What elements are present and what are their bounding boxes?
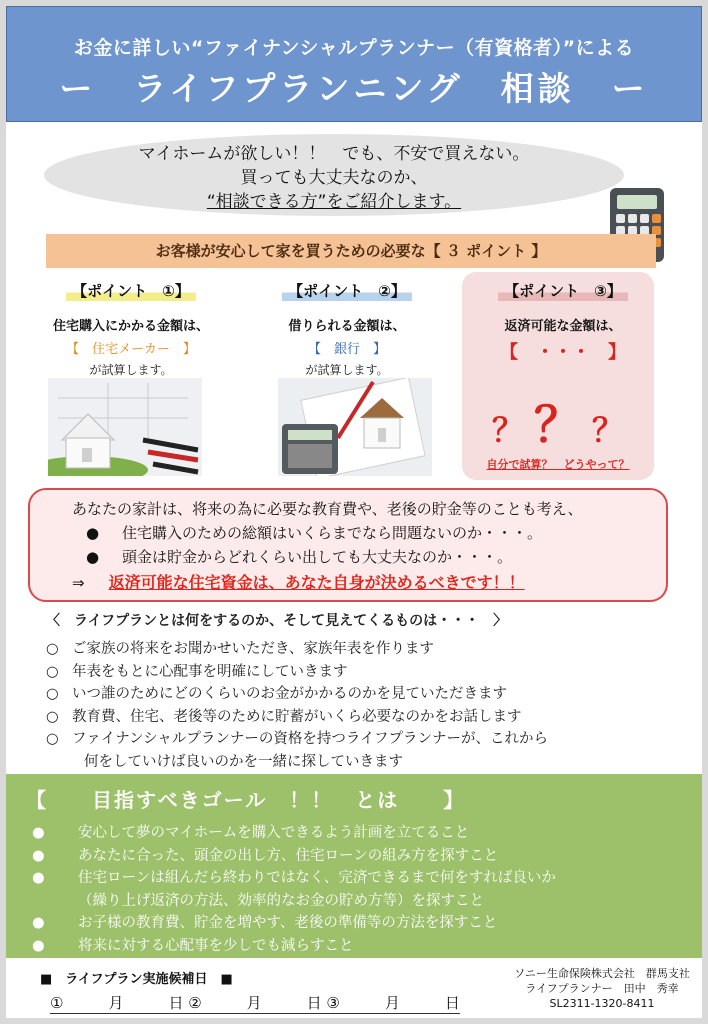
intro-line-1: マイホームが欲しい！！ でも、不安で買えない。	[138, 144, 530, 164]
list-item: ○ いつ誰のためにどのくらいのお金がかかるのかを見ていただきます	[46, 683, 548, 706]
list-item: ○ 教育費、住宅、老後等のために貯蓄がいくら必要なのかをお話します	[46, 706, 548, 729]
point-3-line1: 返済可能な金額は、	[504, 319, 622, 334]
point-1-line3: が試算します。	[89, 363, 173, 377]
candidate-dates-field[interactable]: ① 月 日 ② 月 日 ③ 月 日	[50, 994, 460, 1012]
candidate-dates-label: ■ ライフプラン実施候補日 ■	[40, 972, 233, 987]
header-subtitle: お金に詳しい“ファイナンシャルプランナー（有資格者）”による	[73, 37, 635, 59]
circle-icon: ○	[46, 641, 59, 657]
list-item: ○ 年表をもとに心配事を明確にしていきます	[46, 661, 548, 684]
question-marks	[462, 386, 654, 455]
list-item-continued: 何をしていけば良いのかを一緒に探していきます	[84, 753, 403, 770]
list-item: ● 住宅ローンは組んだら終わりではなく、完済できるまで何をすれば良いか	[32, 867, 556, 890]
point-2-line2: 【 銀行 】	[307, 342, 386, 357]
house-calculator-image	[278, 378, 432, 476]
point-2-line3: が試算します。	[305, 363, 389, 377]
list-item: ● 安心して夢のマイホームを購入できるよう計画を立てること	[32, 822, 556, 845]
circle-icon: ○	[46, 731, 59, 747]
registration-code: SL2311-1320-8411	[549, 997, 655, 1010]
intro-text	[44, 142, 624, 214]
point-1-title: 【ポイント ①】	[66, 280, 196, 301]
planner-name: ライフプランナー 田中 秀幸	[525, 982, 679, 995]
bullet-icon: ●	[86, 524, 100, 542]
point-2	[242, 280, 452, 378]
household-bullet-2	[86, 546, 512, 567]
point-1	[26, 280, 236, 378]
point-3-line2: 【 ・・・ 】	[500, 342, 626, 363]
list-item-continued: （繰り上げ返済の方法、効率的なお金の貯め方等）を探すこと	[78, 892, 484, 909]
question-mark-big: ？	[533, 397, 582, 453]
goal-list	[32, 822, 556, 957]
company-info	[502, 966, 702, 1011]
lifeplan-list	[46, 638, 548, 773]
list-item: ○ ご家族の将来をお聞かせいただき、家族年表を作ります	[46, 638, 548, 661]
circle-icon: ○	[46, 708, 59, 725]
household-line3: 頭金は貯金からどれくらい出しても大丈夫なのか・・・。	[122, 548, 513, 566]
flyer-page	[6, 6, 702, 1018]
household-line2: 住宅購入のための総額はいくらまでなら問題ないのか・・・。	[122, 524, 543, 542]
list-item: ● お子様の教育費、貯金を増やす、老後の準備等の方法を探すこと	[32, 912, 556, 935]
bullet-icon: ●	[32, 870, 45, 886]
point-3-caption: 自分で試算？ どうやって？	[486, 458, 630, 471]
intro-line-3: “相談できる方”をご紹介します。	[206, 192, 462, 212]
circle-icon: ○	[46, 663, 59, 680]
arrow-icon: ⇒	[72, 574, 85, 592]
bullet-icon: ●	[32, 937, 45, 954]
point-2-line1: 借りられる金額は、	[288, 319, 406, 334]
bullet-icon: ●	[32, 825, 45, 841]
intro-line-2: 買っても大丈夫なのか、	[240, 168, 428, 188]
list-item: ● あなたに合った、頭金の出し方、住宅ローンの組み方を探すこと	[32, 845, 556, 868]
bullet-icon: ●	[32, 915, 45, 931]
household-bullet-1	[86, 522, 542, 543]
point-3	[458, 280, 668, 364]
point-1-line1: 住宅購入にかかる金額は、	[52, 319, 209, 334]
question-mark-small-left: ？	[491, 411, 524, 449]
point-2-title: 【ポイント ②】	[282, 280, 412, 301]
circle-icon: ○	[46, 686, 59, 702]
house-blueprint-image	[48, 378, 202, 476]
bullet-icon: ●	[32, 847, 45, 864]
lifeplan-heading: 〈 ライフプランとは何をするのか、そして見えてくるものは・・・ 〉	[46, 613, 508, 629]
company-name: ソニー生命保険株式会社 群馬支社	[514, 967, 690, 980]
list-item: ○ ファイナンシャルプランナーの資格を持つライフプランナーが、これから	[46, 728, 548, 751]
household-conclusion	[72, 570, 525, 593]
goal-title: 【 目指すべきゴール ！！ とは 】	[26, 788, 466, 812]
point-3-title: 【ポイント ③】	[498, 280, 628, 301]
point-1-line2: 【 住宅メーカー 】	[66, 342, 196, 357]
list-item: ● 将来に対する心配事を少しでも減らすこと	[32, 935, 556, 958]
question-mark-small-right: ？	[592, 411, 625, 449]
household-line1: あなたの家計は、将来の為に必要な教育費や、老後の貯金等のことも考え、	[72, 500, 583, 518]
bullet-icon: ●	[86, 548, 100, 566]
header-title: ー ライフプランニング 相談 ー	[59, 69, 649, 108]
household-line4: 返済可能な住宅資金は、あなた自身が決めるべきです！！	[108, 573, 525, 592]
points-band-text: お客様が安心して家を買うための必要な【 ３ ポイント 】	[155, 242, 547, 260]
header-banner	[6, 6, 702, 122]
